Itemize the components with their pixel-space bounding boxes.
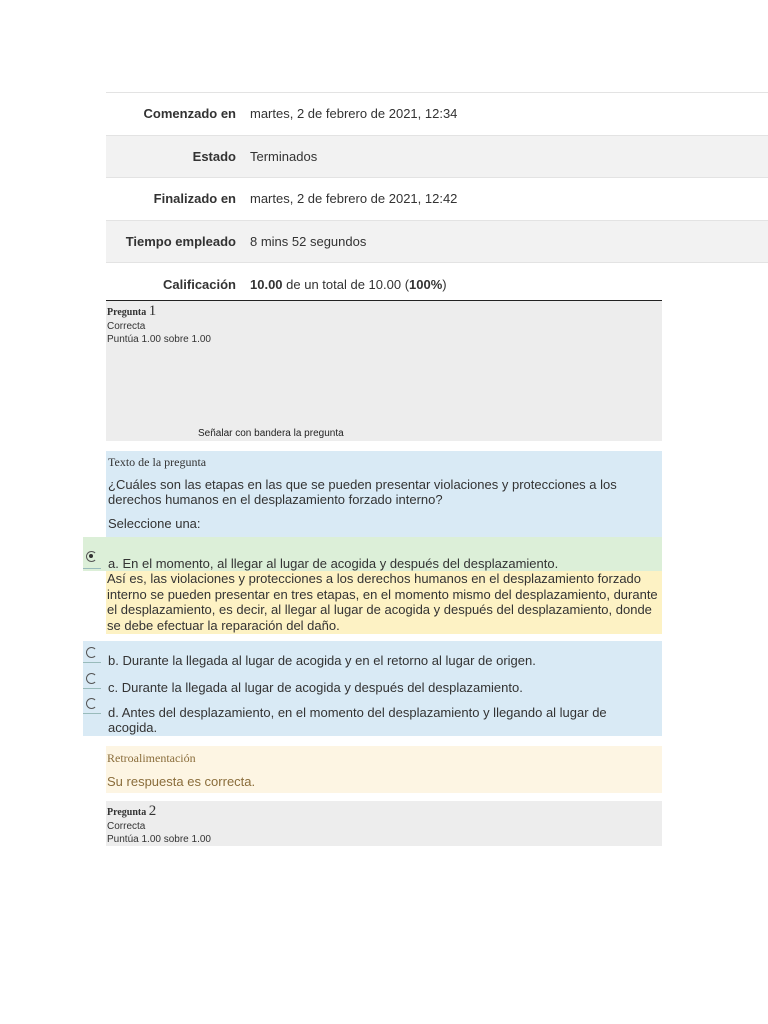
radio-option-c[interactable] <box>86 673 97 684</box>
radio-option-d[interactable] <box>86 698 97 709</box>
question-status: Correcta <box>107 321 146 332</box>
summary-value: martes, 2 de febrero de 2021, 12:42 <box>250 191 458 207</box>
radio-selected-dot <box>89 554 93 558</box>
question-2-title <box>107 803 662 820</box>
summary-value <box>250 277 447 292</box>
radio-underline <box>83 568 101 569</box>
option-a-label: a. En el momento, al llegar al lugar de acogida y después del desplazamiento. <box>108 556 559 571</box>
grade-score: 10.00 <box>250 276 283 292</box>
summary-value: Terminados <box>250 148 318 164</box>
radio-option-a[interactable] <box>86 551 97 562</box>
question-text-title: Texto de la pregunta <box>108 455 207 469</box>
question-1-info <box>106 300 662 441</box>
summary-value: 8 mins 52 segundos <box>250 234 367 250</box>
option-b-label[interactable]: b. Durante la llegada al lugar de acogida y en el retorno al lugar de origen. <box>108 653 536 668</box>
feedback-text: Su respuesta es correcta. <box>107 774 256 789</box>
radio-underline <box>83 662 101 663</box>
question-text: ¿Cuáles son las etapas en las que se pueden presentar violaciones y protecciones a los derechos humanos en el desplazamiento forzado interno? <box>108 477 617 507</box>
question-prefix: Pregunta <box>107 307 147 318</box>
option-d-label[interactable]: d. Antes del desplazamiento, en el momento del desplazamiento y llegando al lugar de acogida. <box>108 705 607 735</box>
question-1-content <box>106 451 662 537</box>
question-1-title <box>107 303 662 320</box>
summary-label: Estado <box>192 148 236 164</box>
question-prefix: Pregunta <box>107 807 147 818</box>
question-2-info <box>106 801 662 846</box>
summary-label: Calificación <box>163 276 236 292</box>
select-one-prompt: Seleccione una: <box>108 516 201 531</box>
summary-row-started <box>106 92 768 135</box>
answer-options-rest <box>83 641 662 736</box>
radio-option-b[interactable] <box>86 647 97 658</box>
grade-mid: de un total de 10.00 ( <box>282 276 410 292</box>
option-a-feedback: Así es, las violaciones y protecciones a los derechos humanos en el desplazamiento forzado interno se pueden presentar en tres etapas, en el momento mismo del desplazamiento, durante el desplazamiento, es decir, al llegar al lugar de acogida y después del desplazamiento, donde se debe efectuar la reparación del daño. <box>106 571 662 634</box>
attempt-summary <box>106 92 768 305</box>
question-score: Puntúa 1.00 sobre 1.00 <box>107 834 211 845</box>
summary-label: Tiempo empleado <box>125 234 236 250</box>
question-number: 1 <box>148 303 157 319</box>
radio-underline <box>83 688 101 689</box>
question-number: 2 <box>148 803 157 819</box>
flag-question-link[interactable]: Señalar con bandera la pregunta <box>198 428 344 439</box>
summary-row-state <box>106 135 768 178</box>
summary-label: Comenzado en <box>143 106 236 122</box>
grade-end: ) <box>442 276 447 292</box>
radio-underline <box>83 713 101 714</box>
question-score: Puntúa 1.00 sobre 1.00 <box>107 334 211 345</box>
feedback-title: Retroalimentación <box>107 751 196 765</box>
answer-option-a[interactable] <box>83 537 662 571</box>
summary-row-time <box>106 220 768 263</box>
summary-label: Finalizado en <box>153 191 236 207</box>
option-c-label[interactable]: c. Durante la llegada al lugar de acogida y después del desplazamiento. <box>108 680 523 695</box>
summary-row-grade <box>106 262 768 305</box>
question-status: Correcta <box>107 821 146 832</box>
summary-row-finished <box>106 177 768 220</box>
summary-value: martes, 2 de febrero de 2021, 12:34 <box>250 106 458 122</box>
general-feedback <box>106 746 662 793</box>
grade-percent: 100% <box>409 276 443 292</box>
